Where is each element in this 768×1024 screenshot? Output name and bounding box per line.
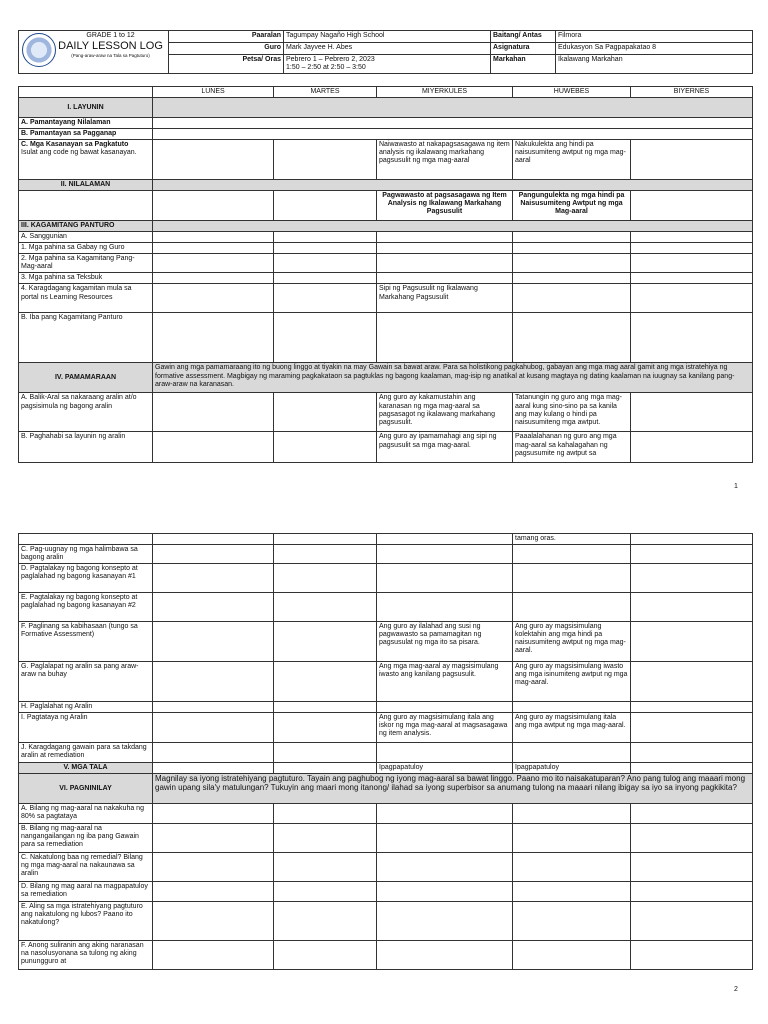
table-row — [19, 902, 753, 941]
table-row — [19, 804, 753, 824]
school-label: Paaralan — [169, 31, 284, 43]
subject-label: Asignatura — [491, 43, 556, 55]
table-row — [19, 254, 753, 273]
table-row — [19, 129, 753, 140]
table-row — [19, 140, 753, 180]
section-heading: IV. PAMAMARAAN — [19, 363, 153, 393]
cell-thu: Tatanungin ng guro ang mga mag-aaral kung sino-sino pa sa kanila ang may kulang o hindi pa naisusumiteng mga awtput. — [513, 393, 631, 432]
row-label: I. Pagtataya ng Aralin — [19, 713, 153, 743]
cell-wed: Ang guro ay kakamustahin ang karanasan ng mga mag-aaral sa pagsasagot ng ikalawang markahang pagsusulit. — [377, 393, 513, 432]
section-row — [19, 221, 753, 232]
dll-header — [18, 30, 753, 74]
section-heading: II. NILALAMAN — [19, 180, 153, 191]
dll-title-block — [19, 31, 169, 74]
cell-wed: Naiwawasto at nakapagsasagawa ng item analysis ng ikalawang markahang pagsusulit ng mga mag-aaral — [377, 140, 513, 180]
school-value: Tagumpay Nagaño High School — [284, 31, 491, 43]
row-label: G. Paglalapat ng aralin sa pang araw-araw na buhay — [19, 662, 153, 702]
section-heading: III. KAGAMITANG PANTURO — [19, 221, 153, 232]
table-row — [19, 882, 753, 902]
cell-thu: Ipagpapatuloy — [513, 763, 631, 774]
row-label: C. Mga Kasanayan sa Pagkatuto Isulat ang code ng bawat kasanayan. — [19, 140, 153, 180]
table-row — [19, 232, 753, 243]
date-line-2: 1:50 – 2:50 at 2:50 – 3:50 — [286, 64, 366, 72]
day-header: LUNES — [153, 87, 274, 98]
section-row — [19, 763, 753, 774]
cell-thu: Paaalalahanan ng guro ang mga mag-aaral sa kahalagahan ng pagsusumite ng awtput sa — [513, 432, 631, 463]
row-label: F. Paglinang sa kabihasaan (tungo sa Formative Assessment) — [19, 622, 153, 662]
row-label: 2. Mga pahina sa Kagamitang Pang-Mag-aaral — [19, 254, 153, 273]
table-row — [19, 941, 753, 970]
day-header: HUWEBES — [513, 87, 631, 98]
table-row — [19, 284, 753, 313]
quarter-label: Markahan — [491, 55, 556, 74]
teacher-label: Guro — [169, 43, 284, 55]
cell-wed: Pagwawasto at pagsasagawa ng Item Analysis ng Ikalawang Markahang Pagsusulit — [377, 191, 513, 221]
row-label: F. Anong suliranin ang aking naranasan na nasolusyonana sa tulong ng aking punungguro at — [19, 941, 153, 970]
date-line-1: Pebrero 1 – Pebrero 2, 2023 — [286, 56, 375, 63]
row-label: 3. Mga pahina sa Teksbuk — [19, 273, 153, 284]
grade-value: Filmora — [556, 31, 753, 43]
table-row — [19, 824, 753, 853]
section-heading: V. MGA TALA — [19, 763, 153, 774]
cell-thu: tamang oras. — [513, 534, 631, 545]
row-label: B. Paghahabi sa layunin ng aralin — [19, 432, 153, 463]
section-description: Gawin ang mga pamamaraang ito ng buong linggo at tiyakin na may Gawain sa bawat araw. Para sa holistikong pagkahubog, gabayan ang mga mag aaral gamit ang mga istratehiya ng formative assessment. Magbigay ng maraming pagkakataon sa pagtuklas ng bagong kaalaman, mag-isip ng anatikal at kusang magtaya ng dating kaalaman na iuugnay sa kanilang pang-araw-araw na karanasan. — [153, 363, 753, 393]
day-header: MIYERKULES — [377, 87, 513, 98]
grade-range: GRADE 1 to 12 — [86, 32, 135, 39]
row-label: B. Bilang ng mag-aaral na nangangailangan ng iba pang Gawain para sa remediation — [19, 824, 153, 853]
deped-seal-icon — [22, 32, 56, 68]
table-row — [19, 432, 753, 463]
row-label: H. Paglalahat ng Aralin — [19, 702, 153, 713]
cell-wed: Ang guro ay magsisimulang itala ang iskor ng mga mag-aaral at magsasagawa ng item analysis. — [377, 713, 513, 743]
table-row — [19, 534, 753, 545]
section-heading: I. LAYUNIN — [19, 98, 153, 118]
row-label: B. Pamantayan sa Pagganap — [19, 129, 153, 140]
table-row — [19, 118, 753, 129]
cell-thu: Pangungulekta ng mga hindi pa Naisusumiteng Awtput ng mga Mag-aaral — [513, 191, 631, 221]
quarter-value: Ikalawang Markahan — [556, 55, 753, 74]
section-row — [19, 98, 753, 118]
row-label: D. Pagtalakay ng bagong konsepto at paglalahad ng bagong kasanayan #1 — [19, 564, 153, 593]
teacher-value: Mark Jayvee H. Abes — [284, 43, 491, 55]
cell-wed: Ipagpapatuloy — [377, 763, 513, 774]
table-row — [19, 593, 753, 622]
cell-wed: Ang guro ay ipamamahagi ang sipi ng pagsusulit sa mga mag-aaral. — [377, 432, 513, 463]
table-row — [19, 564, 753, 593]
row-label: A. Sanggunian — [19, 232, 153, 243]
table-row — [19, 662, 753, 702]
table-row — [19, 853, 753, 882]
days-header-row — [19, 87, 753, 98]
row-label: 1. Mga pahina sa Gabay ng Guro — [19, 243, 153, 254]
section-row — [19, 180, 753, 191]
row-label: C. Nakatulong baa ng remedial? Bilang ng mga mag-aaral na nakaunawa sa aralin — [19, 853, 153, 882]
table-row — [19, 191, 753, 221]
row-label: A. Pamantayang Nilalaman — [19, 118, 153, 129]
row-label: A. Bilang ng mag-aaral na nakakuha ng 80% sa pagtataya — [19, 804, 153, 824]
dll-title: DAILY LESSON LOG — [58, 40, 163, 53]
cell-thu: Nakukulekta ang hindi pa naisusumiteng awtput ng mga mag-aaral — [513, 140, 631, 180]
lesson-table-page-1 — [18, 86, 753, 463]
day-header: BIYERNES — [631, 87, 753, 98]
table-row — [19, 702, 753, 713]
row-label: C. Pag-uugnay ng mga halimbawa sa bagong aralin — [19, 545, 153, 564]
row-label: E. Pagtalakay ng bagong konsepto at paglalahad ng bagong kasanayan #2 — [19, 593, 153, 622]
grade-label: Baitang/ Antas — [491, 31, 556, 43]
table-row — [19, 243, 753, 254]
cell-wed: Sipi ng Pagsusulit ng Ikalawang Markahang Pagsusulit — [377, 284, 513, 313]
cell-thu: Ang guro ay magsisimulang iwasto ang mga isinumiteng awtput ng mga mag-aaral. — [513, 662, 631, 702]
table-row — [19, 743, 753, 763]
date-label: Petsa/ Oras — [169, 55, 284, 74]
dll-subtitle: (Pang-araw-araw na Tala sa Pagtuturo) — [71, 52, 150, 58]
row-label: J. Karagdagang gawain para sa takdang aralin at remediation — [19, 743, 153, 763]
section-row — [19, 774, 753, 804]
table-row — [19, 313, 753, 363]
cell-wed: Ang guro ay ilalahad ang susi ng pagwawasto sa pamamagitan ng pagsusulat ng mga ito sa pisara. — [377, 622, 513, 662]
section-heading: VI. PAGNINILAY — [19, 774, 153, 804]
table-row — [19, 713, 753, 743]
table-row — [19, 622, 753, 662]
row-label: B. Iba pang Kagamitang Panturo — [19, 313, 153, 363]
page-number: 2 — [734, 986, 738, 993]
date-value — [284, 55, 491, 74]
subject-value: Edukasyon Sa Pagpapakatao 8 — [556, 43, 753, 55]
row-label: D. Bilang ng mag aaral na magpapatuloy sa remediation — [19, 882, 153, 902]
row-label: A. Balik-Aral sa nakaraang aralin at/o pagsisimula ng bagong aralin — [19, 393, 153, 432]
row-label: 4. Karagdagang kagamitan mula sa portal ns Learning Resources — [19, 284, 153, 313]
lesson-table-page-2 — [18, 533, 753, 970]
day-header: MARTES — [274, 87, 377, 98]
table-row — [19, 545, 753, 564]
cell-thu: Ang guro ay magsisimulang itala ang mga awtput ng mga mag-aaral. — [513, 713, 631, 743]
cell-wed: Ang mga mag-aaral ay magsisimulang iwasto ang kanilang pagsusulit. — [377, 662, 513, 702]
table-row — [19, 393, 753, 432]
section-row — [19, 363, 753, 393]
row-label: E. Aling sa mga istratehiyang pagtuturo ang nakatulong ng lubos? Paano ito nakatulong? — [19, 902, 153, 941]
section-description: Magnilay sa iyong istratehiyang pagtuturo. Tayain ang paghubog ng iyong mag-aaral sa bawat linggo. Paano mo ito naisakatuparan? Ano pang tulog ang maaari mong gawin upang sila'y matulungan? Tukuyin ang maari mong itanong/ ilahad sa iyong superbisor sa anumang tulong na maaari nilang ibigay sa iyo sa inyong pagkikita? — [153, 774, 753, 804]
cell-thu: Ang guro ay magsisimulang kolektahin ang mga hindi pa naisusumiteng awtput ng mga mag-aaral. — [513, 622, 631, 662]
page-number: 1 — [734, 483, 738, 490]
table-row — [19, 273, 753, 284]
